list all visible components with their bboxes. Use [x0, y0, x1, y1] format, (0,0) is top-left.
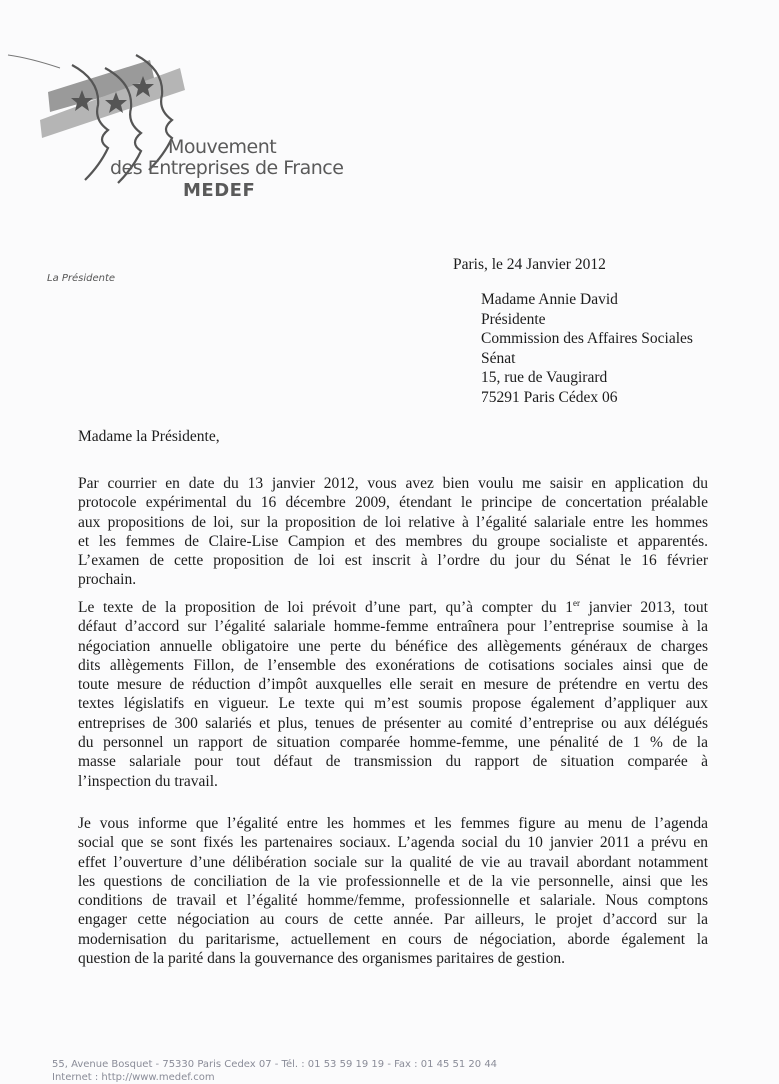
- text-line: modernisation du paritarisme, actuellement en cours de négociation, aborde également la: [78, 930, 708, 948]
- text-line: Par courrier en date du 13 janvier 2012, vous avez bien voulu me saisir en application du: [78, 475, 708, 492]
- text-line: social que se sont fixés les partenaires sociaux. L’agenda social du 10 janvier 2011 a prévu en: [78, 834, 708, 852]
- sender-role: La Présidente: [47, 273, 116, 284]
- recipient-address: [481, 290, 693, 408]
- text-line: les questions de conciliation de la vie professionnelle et de la vie personnelle, ainsi que les: [78, 872, 708, 890]
- paragraph-1: [78, 474, 708, 590]
- text-line: question de la parité dans la gouvernance des organismes paritaires de gestion.: [78, 950, 565, 968]
- text-line: Je vous informe que l’égalité entre les hommes et les femmes figure au menu de l’agenda: [78, 815, 708, 832]
- recipient-line: Présidente: [481, 310, 546, 328]
- recipient-line: Madame Annie David: [481, 291, 618, 308]
- text-line: L’examen de cette proposition de loi est inscrit à l’ordre du jour du Sénat le 16 février: [78, 552, 708, 570]
- text-line: masse salariale pour tout défaut de transmission du rapport de situation comparée à: [78, 753, 708, 771]
- salutation: Madame la Présidente,: [78, 428, 220, 445]
- paragraph-2: [78, 598, 708, 791]
- text-line: engager cette négociation au cours de cette année. Par ailleurs, le projet d’accord sur la: [78, 911, 708, 929]
- text-line: effet l’ouverture d’une délibération sociale sur la qualité de vie au travail abordant notamment: [78, 853, 708, 871]
- superscript: er: [573, 597, 581, 608]
- recipient-line: Commission des Affaires Sociales: [481, 330, 693, 348]
- text-line: négociation annuelle obligatoire une perte du bénéfice des allègements généraux de charges: [78, 637, 708, 655]
- text-line: entreprises de 300 salariés et plus, tenues de présenter au comité d’entreprise ou aux délégués: [78, 714, 708, 732]
- text-line: aux propositions de loi, sur la proposition de loi relative à l’égalité salariale entre les hommes: [78, 513, 708, 531]
- recipient-line: 75291 Paris Cédex 06: [481, 388, 618, 406]
- footer-internet: Internet : http://www.medef.com: [52, 1072, 215, 1083]
- footer-address: 55, Avenue Bosquet - 75330 Paris Cedex 07 - Tél. : 01 53 59 19 19 - Fax : 01 45 51 20 44: [52, 1059, 498, 1070]
- footer: [52, 1058, 497, 1084]
- text-line: textes législatifs en vigueur. Le texte qui m’est soumis propose également d’appliquer aux: [78, 695, 708, 713]
- letterhead-line3: MEDEF: [183, 180, 256, 201]
- text-line: l’inspection du travail.: [78, 772, 218, 790]
- medef-logo: [0, 20, 350, 210]
- letterhead-line1: Mouvement: [168, 136, 277, 158]
- text-line: du personnel un rapport de situation comparée homme-femme, une pénalité de 1 % de la: [78, 734, 708, 752]
- letter-date: Paris, le 24 Janvier 2012: [453, 256, 606, 273]
- letterhead-line2: des Entreprises de France: [110, 157, 344, 179]
- recipient-line: Sénat: [481, 349, 516, 367]
- recipient-line: 15, rue de Vaugirard: [481, 369, 608, 387]
- text-line: Le texte de la proposition de loi prévoit d’une part, qu’à compter du 1er janvier 2013, tout: [78, 597, 708, 616]
- text-line: toute mesure de réduction d’impôt auxquelles elle serait en mesure de prétendre en vertu des: [78, 676, 708, 694]
- paragraph-3: [78, 814, 708, 968]
- text-line: dits allègements Fillon, de l’ensemble des exonérations de cotisations sociales ainsi que de: [78, 656, 708, 674]
- text-line: et les femmes de Claire-Lise Campion et des membres du groupe socialiste et apparentés.: [78, 532, 708, 550]
- text-line: défaut d’accord sur l’égalité salariale homme-femme entraînera pour l’entreprise soumise à la: [78, 618, 708, 636]
- text-line: prochain.: [78, 571, 137, 589]
- text-line: protocole expérimental du 16 décembre 2009, étendant le principe de concertation préalable: [78, 494, 708, 512]
- text-line: conditions de travail et l’égalité homme/femme, professionnelle et salariale. Nous comptons: [78, 892, 708, 910]
